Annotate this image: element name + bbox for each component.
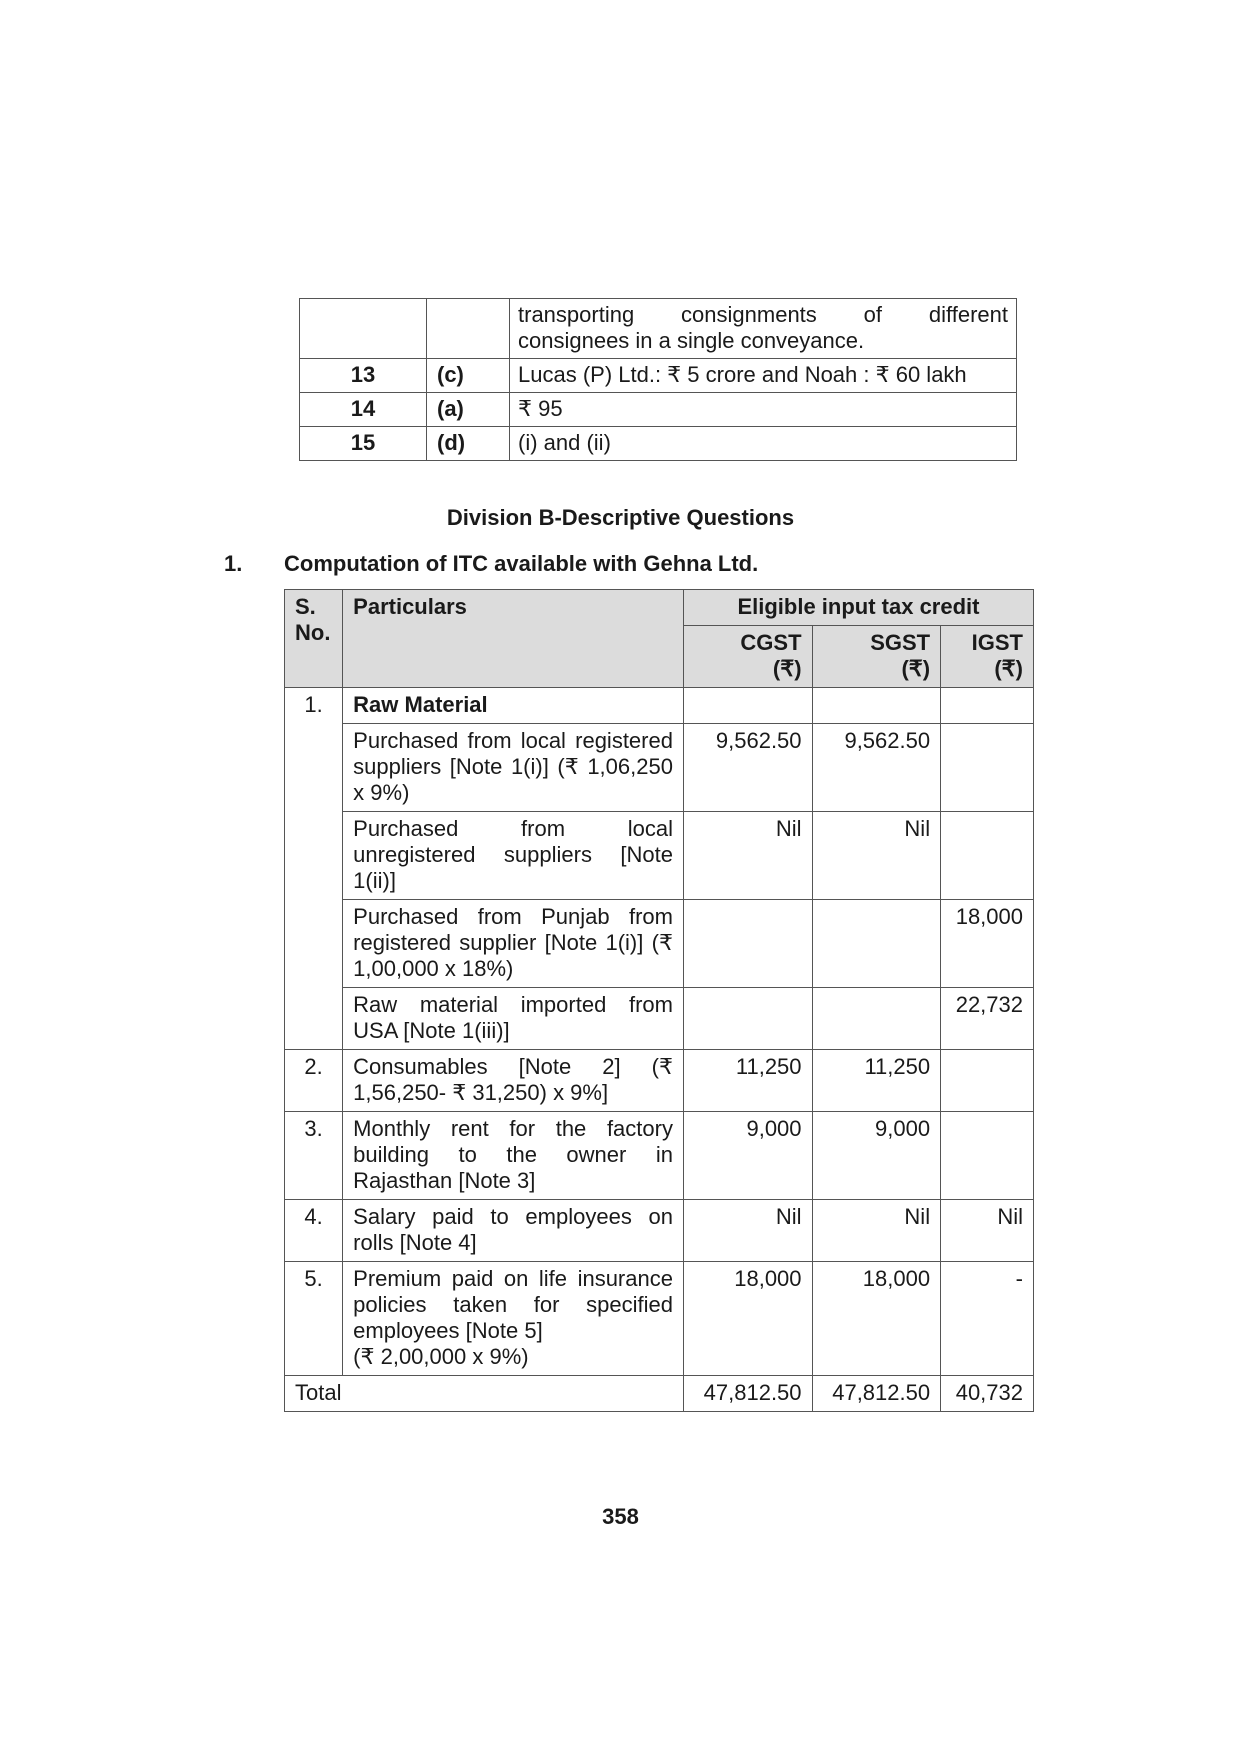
row-sno: 3. [285,1112,343,1200]
question-title: Computation of ITC available with Gehna Ltd. [284,551,759,576]
answer-text: ₹ 95 [510,393,1017,427]
sgst-cell: 9,000 [812,1112,941,1200]
table-row [285,1262,1034,1376]
table-row [285,1050,1034,1112]
cgst-cell: Nil [683,1200,812,1262]
table-header-row [285,590,1034,626]
row-sno: 1. [285,688,343,724]
header-sgst [812,626,941,688]
table-row [285,812,1034,900]
question-number: 1. [224,551,243,576]
header-unit: (₹) [994,656,1023,681]
igst-cell: 22,732 [941,988,1034,1050]
header-igst-label: IGST [971,630,1023,655]
sgst-cell [812,988,941,1050]
sgst-cell [812,900,941,988]
row-particulars: Salary paid to employees on rolls [Note 4] [343,1200,684,1262]
answer-row [300,299,1017,359]
row-particulars-extra: (₹ 2,00,000 x 9%) [353,1344,529,1369]
answer-option: (d) [427,427,510,461]
igst-cell [941,688,1034,724]
sgst-cell: 18,000 [812,1262,941,1376]
cgst-cell [683,688,812,724]
row-particulars: Purchased from Punjab from registered supplier [Note 1(i)] (₹ 1,00,000 x 18%) [343,900,684,988]
sgst-cell: Nil [812,1200,941,1262]
row-sno: 5. [285,1262,343,1376]
sgst-cell [812,688,941,724]
igst-cell [941,812,1034,900]
sgst-cell: Nil [812,812,941,900]
answer-number: 13 [300,359,427,393]
igst-cell: - [941,1262,1034,1376]
answer-row [300,393,1017,427]
header-sno [285,590,343,688]
header-unit: (₹) [901,656,931,681]
igst-cell [941,724,1034,812]
total-igst: 40,732 [941,1376,1034,1412]
header-sno-line: No. [295,620,331,645]
sgst-cell: 11,250 [812,1050,941,1112]
igst-cell: 18,000 [941,900,1034,988]
answer-number: 15 [300,427,427,461]
table-row [285,900,1034,988]
table-row [285,724,1034,812]
table-row [285,688,1034,724]
table-row [285,988,1034,1050]
total-row [285,1376,1034,1412]
answer-option: (c) [427,359,510,393]
answer-text: (i) and (ii) [510,427,1017,461]
row-sno: 4. [285,1200,343,1262]
header-igst [941,626,1034,688]
cgst-cell: Nil [683,812,812,900]
header-sno-line: S. [295,594,316,619]
row-particulars: Purchased from local unregistered suppliers [Note 1(ii)] [343,812,684,900]
answer-row [300,359,1017,393]
row-sno [285,724,343,812]
answer-text: Lucas (P) Ltd.: ₹ 5 crore and Noah : ₹ 60 lakh [510,359,1017,393]
row-sno [285,812,343,900]
row-particulars [343,1262,684,1376]
header-unit: (₹) [772,656,802,681]
row-particulars: Monthly rent for the factory building to the owner in Rajasthan [Note 3] [343,1112,684,1200]
division-heading: Division B-Descriptive Questions [446,505,795,530]
row-section-label: Raw Material [343,688,684,724]
answer-text [510,299,1017,359]
total-cgst: 47,812.50 [683,1376,812,1412]
cgst-cell: 9,000 [683,1112,812,1200]
header-sgst-label: SGST [870,630,931,655]
igst-cell [941,1050,1034,1112]
cgst-cell [683,988,812,1050]
row-particulars: Consumables [Note 2] (₹ 1,56,250- ₹ 31,250) x 9%] [343,1050,684,1112]
sgst-cell: 9,562.50 [812,724,941,812]
itc-computation-table [284,589,1034,1412]
row-sno [285,988,343,1050]
answer-text-line: transporting consignments of different [518,302,1008,327]
answer-number: 14 [300,393,427,427]
answer-row [300,427,1017,461]
cgst-cell [683,900,812,988]
header-eligible-itc: Eligible input tax credit [683,590,1033,626]
header-particulars: Particulars [343,590,684,688]
row-particulars: Purchased from local registered suppliers [Note 1(i)] (₹ 1,06,250 x 9%) [343,724,684,812]
row-sno: 2. [285,1050,343,1112]
answer-number [300,299,427,359]
igst-cell: Nil [941,1200,1034,1262]
igst-cell [941,1112,1034,1200]
answer-text-line: consignees in a single conveyance. [518,328,865,353]
cgst-cell: 9,562.50 [683,724,812,812]
cgst-cell: 18,000 [683,1262,812,1376]
total-sgst: 47,812.50 [812,1376,941,1412]
row-particulars: Raw material imported from USA [Note 1(iii)] [343,988,684,1050]
answer-option: (a) [427,393,510,427]
cgst-cell: 11,250 [683,1050,812,1112]
page-number: 358 [602,1504,639,1529]
total-label: Total [285,1376,684,1412]
table-row [285,1112,1034,1200]
table-row [285,1200,1034,1262]
row-sno [285,900,343,988]
header-cgst-label: CGST [740,630,802,655]
answer-option [427,299,510,359]
answer-key-table [299,298,1017,461]
header-cgst [683,626,812,688]
row-particulars-text: Premium paid on life insurance policies taken for specified employees [Note 5] [353,1266,673,1343]
